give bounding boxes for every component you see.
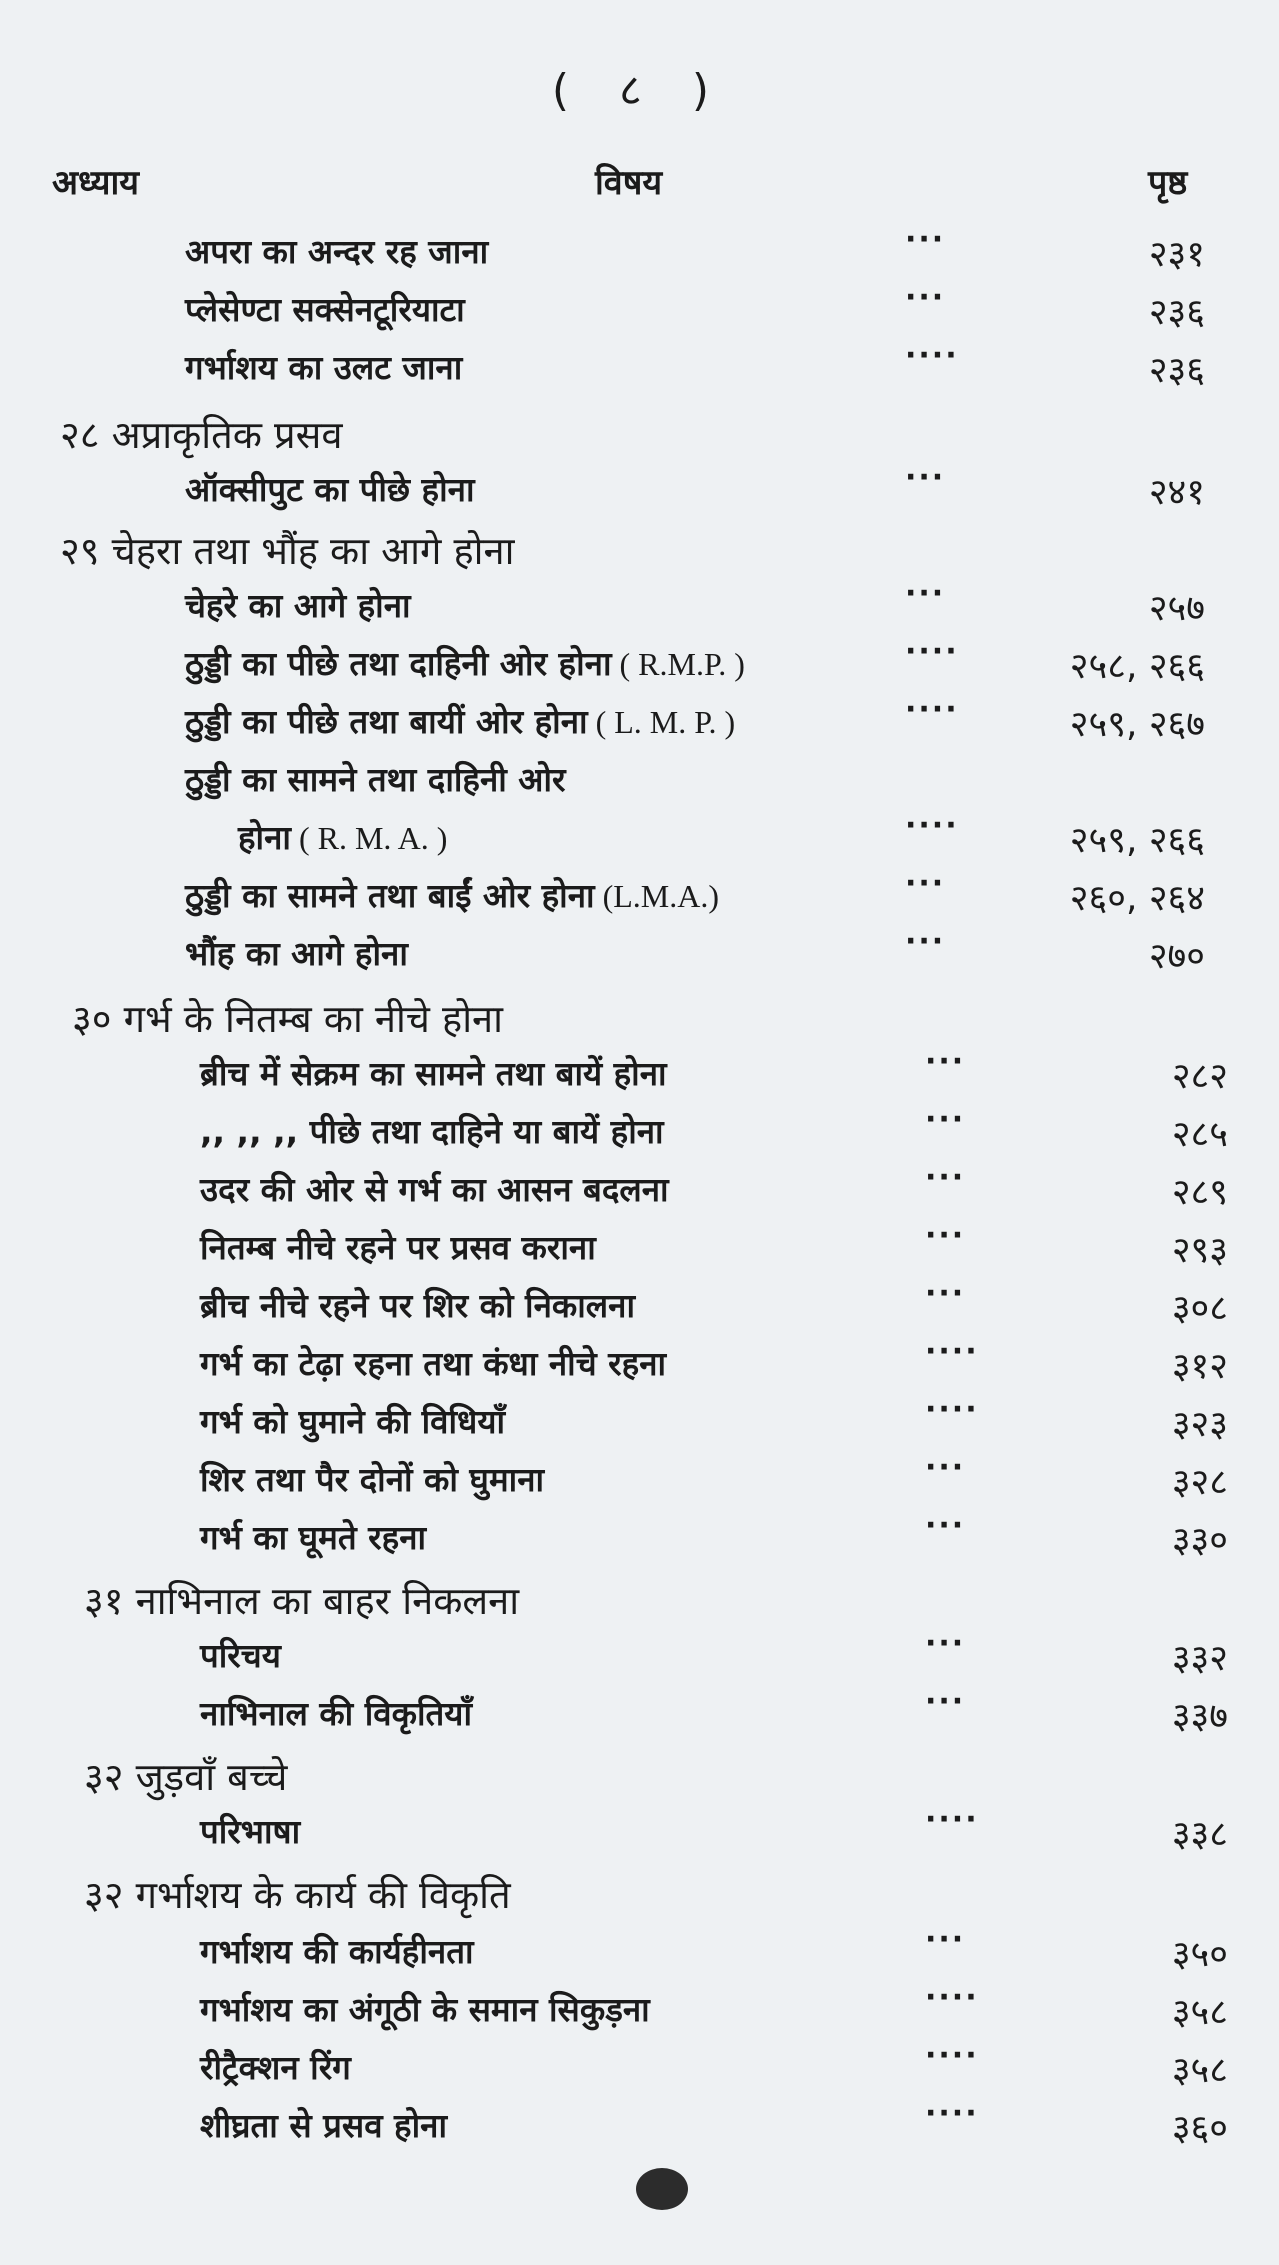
leader-dots: ···· — [925, 1980, 979, 2015]
chapter-title: ३२ गर्भाशय के कार्य की विकृति — [84, 1873, 511, 1917]
entry-title: ठुड्डी का पीछे तथा बायीं ओर होना ( L. M. P. ) — [185, 702, 736, 741]
leader-dots: ··· — [905, 576, 946, 611]
page-ref: ३५८ — [1171, 2050, 1228, 2091]
toc-entry-row — [0, 2038, 1279, 2102]
leader-dots: ··· — [905, 460, 946, 495]
page-ref: २३६ — [1148, 292, 1205, 333]
ink-blot-mark — [636, 2168, 688, 2210]
toc-chapter-row — [0, 992, 1279, 1050]
entry-title: शिर तथा पैर दोनों को घुमाना — [200, 1460, 545, 1499]
chapter-title: ३० गर्भ के नितम्ब का नीचे होना — [72, 997, 503, 1041]
toc-entry-row — [0, 1508, 1279, 1572]
leader-dots: ··· — [925, 1450, 966, 1485]
leader-dots: ··· — [925, 1508, 966, 1543]
leader-dots: ···· — [925, 2096, 979, 2131]
page-ref: ३३२ — [1171, 1638, 1228, 1679]
toc-entry-row — [0, 808, 1279, 872]
page-ref: २७० — [1148, 936, 1205, 977]
toc-chapter-row — [0, 408, 1279, 466]
page-ref: २९३ — [1171, 1230, 1228, 1271]
leader-dots: ··· — [925, 1044, 966, 1079]
leader-dots: ···· — [925, 1802, 979, 1837]
toc-entry-row — [0, 338, 1279, 402]
entry-abbreviation: ( R.M.P. ) — [611, 646, 745, 682]
toc-entry-row — [0, 634, 1279, 698]
leader-dots: ···· — [905, 692, 959, 727]
entry-title: अपरा का अन्दर रह जाना — [185, 232, 489, 271]
toc-entry-row — [0, 692, 1279, 756]
entry-title: रीट्रैक्शन रिंग — [200, 2048, 351, 2087]
toc-chapter-row — [0, 524, 1279, 582]
page-ref: ३५० — [1171, 1934, 1228, 1975]
page-ref: २५८, २६६ — [1069, 646, 1205, 687]
toc-entry-row — [0, 576, 1279, 640]
page-ref: २३१ — [1148, 234, 1205, 275]
leader-dots: ··· — [905, 866, 946, 901]
page-ref: ३३० — [1171, 1520, 1228, 1561]
toc-entry-row — [0, 1980, 1279, 2044]
page-ref: २५९, २६७ — [1069, 704, 1205, 745]
toc-entry-row — [0, 460, 1279, 524]
page-ref: ३५८ — [1171, 1992, 1228, 2033]
toc-entry-row — [0, 1450, 1279, 1514]
page-ref: २८२ — [1171, 1056, 1228, 1097]
leader-dots: ··· — [925, 1102, 966, 1137]
toc-chapter-row — [0, 1574, 1279, 1632]
toc-entry-row — [0, 924, 1279, 988]
chapter-title: ३१ नाभिनाल का बाहर निकलना — [84, 1579, 520, 1623]
page-ref: ३२८ — [1171, 1462, 1228, 1503]
page-ref: २८९ — [1171, 1172, 1228, 1213]
entry-abbreviation: (L.M.A.) — [594, 878, 719, 914]
toc-entry-row — [0, 1802, 1279, 1866]
entry-title: ,, ,, ,, पीछे तथा दाहिने या बायें होना — [200, 1112, 664, 1151]
leader-dots: ··· — [905, 924, 946, 959]
toc-entry-row — [0, 756, 1279, 814]
entry-title: शीघ्रता से प्रसव होना — [200, 2106, 447, 2145]
entry-title: परिभाषा — [200, 1812, 301, 1851]
chapter-title: ३२ जुड़वाँ बच्चे — [84, 1755, 288, 1799]
page-ref: २३६ — [1148, 350, 1205, 391]
leader-dots: ··· — [925, 1218, 966, 1253]
chapter-title: २८ अप्राकृतिक प्रसव — [60, 413, 343, 457]
chapter-title: २९ चेहरा तथा भौंह का आगे होना — [60, 529, 515, 573]
entry-title: ठुड्डी का सामने तथा दाहिनी ओर — [185, 760, 566, 799]
entry-title: चेहरे का आगे होना — [185, 586, 411, 625]
page-number: ( ८ ) — [551, 65, 728, 116]
toc-chapter-row — [0, 1868, 1279, 1926]
entry-title: उदर की ओर से गर्भ का आसन बदलना — [200, 1170, 669, 1209]
leader-dots: ···· — [905, 808, 959, 843]
entry-abbreviation: ( R. M. A. ) — [290, 820, 448, 856]
toc-entry-row — [0, 866, 1279, 930]
page-ref: २६०, २६४ — [1069, 878, 1205, 919]
entry-title: होना ( R. M. A. ) — [238, 818, 448, 857]
toc-entry-row — [0, 1334, 1279, 1398]
entry-title: गर्भ का टेढ़ा रहना तथा कंधा नीचे रहना — [200, 1344, 667, 1383]
toc-entry-row — [0, 1218, 1279, 1282]
toc-entry-row — [0, 1276, 1279, 1340]
leader-dots: ···· — [905, 338, 959, 373]
header-page: पृष्ठ — [1148, 163, 1188, 203]
leader-dots: ··· — [925, 1160, 966, 1195]
toc-entry-row — [0, 1684, 1279, 1748]
entry-title: गर्भाशय का अंगूठी के समान सिकुड़ना — [200, 1990, 650, 2029]
entry-title: भौंह का आगे होना — [185, 934, 408, 973]
toc-entry-row — [0, 280, 1279, 344]
entry-title: गर्भ का घूमते रहना — [200, 1518, 427, 1557]
leader-dots: ··· — [925, 1626, 966, 1661]
entry-title: नितम्ब नीचे रहने पर प्रसव कराना — [200, 1228, 596, 1267]
leader-dots: ··· — [905, 222, 946, 257]
toc-chapter-row — [0, 1750, 1279, 1808]
leader-dots: ···· — [925, 1334, 979, 1369]
toc-entry-row — [0, 222, 1279, 286]
toc-entry-row — [0, 1392, 1279, 1456]
entry-title: गर्भाशय का उलट जाना — [185, 348, 463, 387]
page-ref: २५७ — [1148, 588, 1205, 629]
entry-abbreviation: ( L. M. P. ) — [587, 704, 736, 740]
page-ref: ३६० — [1171, 2108, 1228, 2149]
entry-title: नाभिनाल की विकृतियाँ — [200, 1694, 472, 1733]
entry-title: ब्रीच में सेक्रम का सामने तथा बायें होना — [200, 1054, 667, 1093]
leader-dots: ··· — [905, 280, 946, 315]
toc-entry-row — [0, 1922, 1279, 1986]
toc-entry-row — [0, 1626, 1279, 1690]
page-ref: ३२३ — [1171, 1404, 1228, 1445]
page-ref: २४१ — [1148, 472, 1205, 513]
page-ref: ३३८ — [1171, 1814, 1228, 1855]
entry-title: गर्भ को घुमाने की विधियाँ — [200, 1402, 506, 1441]
entry-title: ठुड्डी का पीछे तथा दाहिनी ओर होना ( R.M.P. ) — [185, 644, 745, 683]
page-ref: २८५ — [1171, 1114, 1228, 1155]
page-ref: ३०८ — [1171, 1288, 1228, 1329]
entry-title: ब्रीच नीचे रहने पर शिर को निकालना — [200, 1286, 636, 1325]
entry-title: गर्भाशय की कार्यहीनता — [200, 1932, 474, 1971]
leader-dots: ···· — [925, 2038, 979, 2073]
entry-title: ऑक्सीपुट का पीछे होना — [185, 470, 475, 509]
toc-entry-row — [0, 1102, 1279, 1166]
leader-dots: ···· — [905, 634, 959, 669]
entry-title: ठुड्डी का सामने तथा बाईं ओर होना (L.M.A.) — [185, 876, 719, 915]
leader-dots: ··· — [925, 1684, 966, 1719]
leader-dots: ··· — [925, 1922, 966, 1957]
toc-entry-row — [0, 1160, 1279, 1224]
page-ref: ३१२ — [1171, 1346, 1228, 1387]
toc-header — [0, 158, 1279, 208]
header-chapter: अध्याय — [52, 163, 140, 203]
toc-entry-row — [0, 1044, 1279, 1108]
header-subject: विषय — [595, 163, 663, 203]
page-ref: २५९, २६६ — [1069, 820, 1205, 861]
leader-dots: ···· — [925, 1392, 979, 1427]
leader-dots: ··· — [925, 1276, 966, 1311]
entry-title: प्लेसेण्टा सक्सेनटूरियाटा — [185, 290, 465, 329]
toc-entry-row — [0, 2096, 1279, 2160]
entry-title: परिचय — [200, 1636, 281, 1675]
page-ref: ३३७ — [1171, 1696, 1228, 1737]
